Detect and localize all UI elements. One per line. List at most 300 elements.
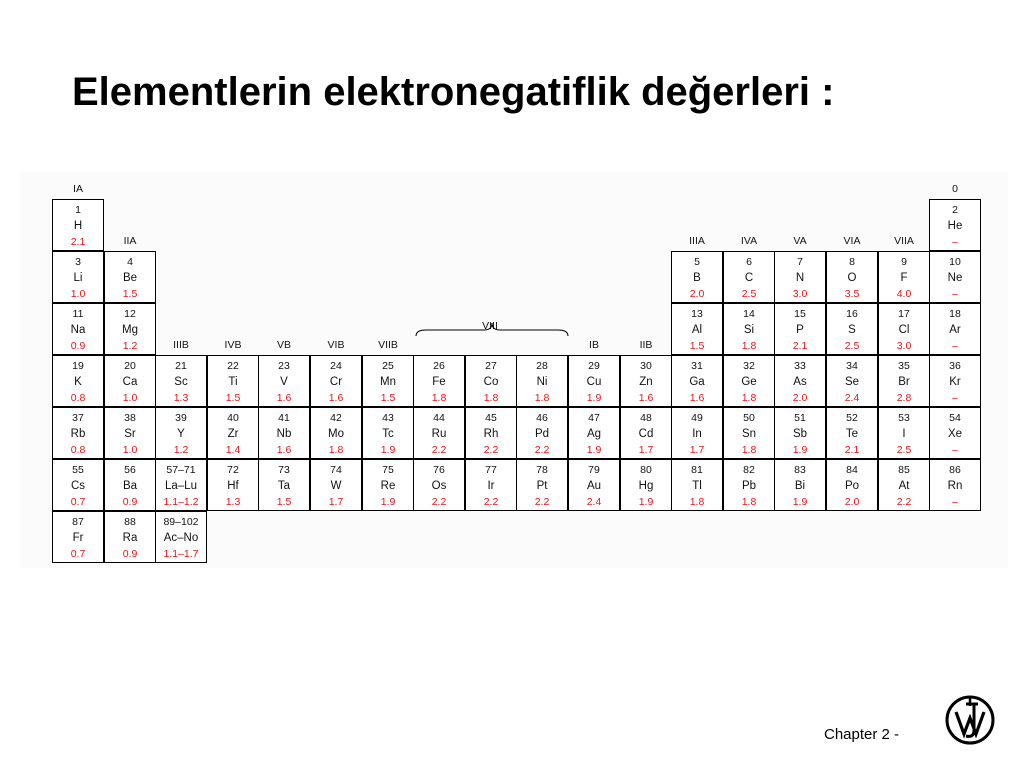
element-symbol: Ar bbox=[949, 324, 961, 336]
element-symbol: Mn bbox=[380, 376, 396, 388]
chapter-footer: Chapter 2 - bbox=[824, 726, 900, 743]
group-label: IIA bbox=[123, 235, 137, 247]
element-symbol: Sn bbox=[741, 428, 757, 440]
element-cell bbox=[878, 303, 930, 355]
element-cell bbox=[929, 199, 981, 251]
element-symbol: W bbox=[330, 480, 342, 492]
element-symbol: Fr bbox=[72, 532, 84, 544]
element-cell bbox=[413, 355, 465, 407]
element-cell bbox=[774, 407, 826, 459]
element-symbol: Pd bbox=[534, 428, 550, 440]
element-symbol: Mg bbox=[122, 324, 138, 336]
electronegativity-value: 2.1 bbox=[792, 340, 808, 352]
element-symbol: In bbox=[692, 428, 702, 440]
element-cell bbox=[207, 407, 259, 459]
element-cell bbox=[52, 355, 104, 407]
element-cell bbox=[104, 355, 156, 407]
atomic-number: 44 bbox=[433, 412, 445, 424]
atomic-number: 87 bbox=[72, 516, 84, 528]
group-label: VA bbox=[793, 235, 807, 247]
element-cell bbox=[774, 303, 826, 355]
group-label: 0 bbox=[952, 183, 958, 195]
electronegativity-value: 0.9 bbox=[70, 340, 86, 352]
electronegativity-value: 1.7 bbox=[328, 496, 344, 508]
element-cell bbox=[52, 511, 104, 563]
element-symbol: As bbox=[793, 376, 807, 388]
electronegativity-value: 2.0 bbox=[844, 496, 860, 508]
electronegativity-value: 2.2 bbox=[534, 496, 550, 508]
group-label: IA bbox=[73, 183, 83, 195]
element-cell bbox=[413, 459, 465, 511]
wiley-logo-icon bbox=[944, 694, 996, 746]
atomic-number: 37 bbox=[72, 412, 84, 424]
element-symbol: Ag bbox=[586, 428, 602, 440]
electronegativity-value: – bbox=[952, 288, 958, 300]
element-symbol: C bbox=[744, 272, 754, 284]
atomic-number: 25 bbox=[382, 360, 394, 372]
group-label: IVB bbox=[224, 339, 242, 351]
atomic-number: 38 bbox=[124, 412, 136, 424]
group-label: VB bbox=[276, 339, 291, 351]
element-symbol: Sr bbox=[124, 428, 136, 440]
electronegativity-value: 1.0 bbox=[122, 444, 138, 456]
element-cell bbox=[826, 303, 878, 355]
element-cell bbox=[52, 199, 104, 251]
element-symbol: Br bbox=[898, 376, 910, 388]
electronegativity-value: 2.2 bbox=[534, 444, 550, 456]
electronegativity-value: 3.0 bbox=[792, 288, 808, 300]
electronegativity-value: 1.6 bbox=[276, 444, 292, 456]
group-viii-brace-icon bbox=[414, 320, 570, 340]
electronegativity-value: 2.0 bbox=[689, 288, 705, 300]
element-cell bbox=[723, 303, 775, 355]
element-cell bbox=[774, 355, 826, 407]
electronegativity-value: 1.4 bbox=[225, 444, 241, 456]
element-cell bbox=[826, 251, 878, 303]
element-cell bbox=[104, 407, 156, 459]
element-symbol: Ru bbox=[431, 428, 447, 440]
element-symbol: Ta bbox=[277, 480, 291, 492]
element-symbol: Bi bbox=[794, 480, 806, 492]
electronegativity-value: 2.4 bbox=[844, 392, 860, 404]
atomic-number: 28 bbox=[536, 360, 548, 372]
electronegativity-value: 0.9 bbox=[122, 548, 138, 560]
atomic-number: 36 bbox=[949, 360, 961, 372]
element-cell bbox=[568, 407, 620, 459]
element-cell bbox=[465, 459, 517, 511]
element-symbol: Zn bbox=[639, 376, 653, 388]
element-cell bbox=[104, 303, 156, 355]
element-symbol: Ra bbox=[122, 532, 138, 544]
atomic-number: 13 bbox=[691, 308, 703, 320]
element-cell bbox=[774, 459, 826, 511]
element-cell bbox=[207, 459, 259, 511]
electronegativity-value: 1.8 bbox=[534, 392, 550, 404]
element-symbol: Re bbox=[380, 480, 396, 492]
atomic-number: 31 bbox=[691, 360, 703, 372]
electronegativity-value: 1.0 bbox=[70, 288, 86, 300]
electronegativity-value: – bbox=[952, 236, 958, 248]
atomic-number: 74 bbox=[330, 464, 342, 476]
atomic-number: 49 bbox=[691, 412, 703, 424]
electronegativity-value: – bbox=[952, 392, 958, 404]
element-cell bbox=[671, 251, 723, 303]
electronegativity-value: 2.2 bbox=[431, 496, 447, 508]
element-symbol: Y bbox=[177, 428, 185, 440]
electronegativity-value: 1.9 bbox=[380, 496, 396, 508]
atomic-number: 21 bbox=[175, 360, 187, 372]
element-symbol: Sb bbox=[792, 428, 808, 440]
electronegativity-value: 1.5 bbox=[276, 496, 292, 508]
atomic-number: 9 bbox=[901, 256, 907, 268]
group-label: VIB bbox=[327, 339, 345, 351]
atomic-number: 22 bbox=[227, 360, 239, 372]
atomic-number: 56 bbox=[124, 464, 136, 476]
element-symbol: O bbox=[847, 272, 857, 284]
atomic-number: 5 bbox=[694, 256, 700, 268]
atomic-number: 8 bbox=[849, 256, 855, 268]
atomic-number: 50 bbox=[743, 412, 755, 424]
element-cell bbox=[258, 459, 310, 511]
electronegativity-value: 1.6 bbox=[276, 392, 292, 404]
element-symbol: K bbox=[74, 376, 82, 388]
element-symbol: N bbox=[795, 272, 805, 284]
electronegativity-value: 1.8 bbox=[483, 392, 499, 404]
element-symbol: B bbox=[693, 272, 701, 284]
element-cell bbox=[465, 355, 517, 407]
atomic-number: 39 bbox=[175, 412, 187, 424]
electronegativity-value: 1.8 bbox=[741, 496, 757, 508]
atomic-number: 57–71 bbox=[166, 464, 196, 476]
element-cell bbox=[52, 303, 104, 355]
group-label-viii: VIII bbox=[482, 320, 498, 332]
element-cell bbox=[516, 407, 568, 459]
element-cell bbox=[723, 407, 775, 459]
element-cell bbox=[362, 459, 414, 511]
atomic-number: 6 bbox=[746, 256, 752, 268]
electronegativity-value: 1.5 bbox=[689, 340, 705, 352]
element-symbol: Cs bbox=[70, 480, 86, 492]
atomic-number: 23 bbox=[278, 360, 290, 372]
electronegativity-value: 1.8 bbox=[431, 392, 447, 404]
atomic-number: 40 bbox=[227, 412, 239, 424]
element-cell bbox=[929, 355, 981, 407]
element-symbol: Li bbox=[73, 272, 83, 284]
element-symbol: Hg bbox=[638, 480, 654, 492]
element-cell bbox=[516, 459, 568, 511]
atomic-number: 1 bbox=[75, 204, 81, 216]
electronegativity-value: 2.4 bbox=[586, 496, 602, 508]
element-cell bbox=[155, 459, 207, 511]
electronegativity-value: 1.7 bbox=[689, 444, 705, 456]
element-cell bbox=[878, 251, 930, 303]
electronegativity-value: 2.8 bbox=[896, 392, 912, 404]
electronegativity-value: 2.2 bbox=[896, 496, 912, 508]
electronegativity-value: 1.3 bbox=[225, 496, 241, 508]
element-cell bbox=[723, 355, 775, 407]
element-cell bbox=[878, 407, 930, 459]
element-symbol: Ge bbox=[741, 376, 757, 388]
electronegativity-value: 1.8 bbox=[689, 496, 705, 508]
atomic-number: 18 bbox=[949, 308, 961, 320]
atomic-number: 45 bbox=[485, 412, 497, 424]
atomic-number: 42 bbox=[330, 412, 342, 424]
element-symbol: Te bbox=[845, 428, 859, 440]
element-cell bbox=[258, 407, 310, 459]
atomic-number: 15 bbox=[794, 308, 806, 320]
electronegativity-value: 1.2 bbox=[173, 444, 189, 456]
atomic-number: 33 bbox=[794, 360, 806, 372]
element-symbol: Cr bbox=[329, 376, 343, 388]
electronegativity-value: 1.8 bbox=[328, 444, 344, 456]
group-label: IIB bbox=[639, 339, 653, 351]
element-symbol: Hf bbox=[227, 480, 239, 492]
element-cell bbox=[516, 355, 568, 407]
atomic-number: 78 bbox=[536, 464, 548, 476]
atomic-number: 48 bbox=[640, 412, 652, 424]
atomic-number: 47 bbox=[588, 412, 600, 424]
electronegativity-value: 2.5 bbox=[844, 340, 860, 352]
electronegativity-value: 1.9 bbox=[638, 496, 654, 508]
atomic-number: 89–102 bbox=[163, 516, 199, 528]
element-symbol: Zr bbox=[227, 428, 239, 440]
atomic-number: 29 bbox=[588, 360, 600, 372]
atomic-number: 11 bbox=[72, 308, 84, 320]
element-symbol: Fe bbox=[432, 376, 446, 388]
element-cell bbox=[671, 459, 723, 511]
periodic-table bbox=[20, 172, 1008, 568]
element-symbol: Cl bbox=[898, 324, 910, 336]
element-cell bbox=[207, 355, 259, 407]
element-symbol: Xe bbox=[947, 428, 963, 440]
atomic-number: 54 bbox=[949, 412, 961, 424]
electronegativity-value: 2.0 bbox=[792, 392, 808, 404]
element-cell bbox=[104, 251, 156, 303]
element-symbol: Ni bbox=[536, 376, 548, 388]
electronegativity-value: 1.1–1.7 bbox=[163, 548, 199, 560]
slide-title: Elementlerin elektronegatiflik değerleri : bbox=[72, 70, 835, 114]
element-cell bbox=[310, 407, 362, 459]
element-cell bbox=[104, 511, 156, 563]
atomic-number: 53 bbox=[898, 412, 910, 424]
element-cell bbox=[310, 459, 362, 511]
group-label: VIIA bbox=[894, 235, 914, 247]
element-cell bbox=[723, 251, 775, 303]
group-label: IVA bbox=[740, 235, 758, 247]
electronegativity-value: 1.7 bbox=[638, 444, 654, 456]
element-cell bbox=[620, 355, 672, 407]
element-cell bbox=[878, 459, 930, 511]
element-symbol: Ba bbox=[122, 480, 138, 492]
element-cell bbox=[929, 303, 981, 355]
electronegativity-value: 2.2 bbox=[483, 444, 499, 456]
atomic-number: 81 bbox=[691, 464, 703, 476]
electronegativity-value: 1.5 bbox=[122, 288, 138, 300]
element-cell bbox=[671, 407, 723, 459]
group-label: IIIA bbox=[689, 235, 705, 247]
element-symbol: Co bbox=[483, 376, 499, 388]
atomic-number: 43 bbox=[382, 412, 394, 424]
atomic-number: 26 bbox=[433, 360, 445, 372]
atomic-number: 86 bbox=[949, 464, 961, 476]
element-symbol: Tc bbox=[382, 428, 394, 440]
atomic-number: 4 bbox=[127, 256, 133, 268]
element-symbol: Be bbox=[122, 272, 138, 284]
element-symbol: Nb bbox=[276, 428, 292, 440]
element-symbol: P bbox=[796, 324, 804, 336]
atomic-number: 73 bbox=[278, 464, 290, 476]
element-symbol: Ir bbox=[487, 480, 495, 492]
element-cell bbox=[362, 407, 414, 459]
atomic-number: 16 bbox=[846, 308, 858, 320]
electronegativity-value: 0.8 bbox=[70, 392, 86, 404]
element-symbol: He bbox=[947, 220, 963, 232]
element-symbol: Na bbox=[70, 324, 86, 336]
electronegativity-value: 3.0 bbox=[896, 340, 912, 352]
atomic-number: 24 bbox=[330, 360, 342, 372]
element-symbol: Os bbox=[431, 480, 447, 492]
element-symbol: Al bbox=[691, 324, 703, 336]
atomic-number: 84 bbox=[846, 464, 858, 476]
atomic-number: 34 bbox=[846, 360, 858, 372]
atomic-number: 76 bbox=[433, 464, 445, 476]
element-cell bbox=[155, 511, 207, 563]
atomic-number: 3 bbox=[75, 256, 81, 268]
electronegativity-value: 1.6 bbox=[328, 392, 344, 404]
element-symbol: H bbox=[73, 220, 83, 232]
element-symbol: Rh bbox=[483, 428, 499, 440]
electronegativity-value: 1.6 bbox=[689, 392, 705, 404]
electronegativity-value: 0.7 bbox=[70, 548, 86, 560]
electronegativity-value: 0.9 bbox=[122, 496, 138, 508]
element-cell bbox=[826, 407, 878, 459]
atomic-number: 19 bbox=[72, 360, 84, 372]
atomic-number: 12 bbox=[124, 308, 136, 320]
atomic-number: 88 bbox=[124, 516, 136, 528]
element-cell bbox=[465, 407, 517, 459]
element-symbol: Ga bbox=[689, 376, 705, 388]
element-symbol: Cu bbox=[586, 376, 602, 388]
electronegativity-value: 2.1 bbox=[70, 236, 86, 248]
element-cell bbox=[52, 251, 104, 303]
atomic-number: 52 bbox=[846, 412, 858, 424]
element-cell bbox=[104, 459, 156, 511]
element-cell bbox=[774, 251, 826, 303]
element-symbol: S bbox=[848, 324, 856, 336]
atomic-number: 35 bbox=[898, 360, 910, 372]
electronegativity-value: 1.9 bbox=[586, 444, 602, 456]
element-cell bbox=[929, 459, 981, 511]
electronegativity-value: 2.2 bbox=[431, 444, 447, 456]
electronegativity-value: 0.8 bbox=[70, 444, 86, 456]
element-symbol: Cd bbox=[638, 428, 654, 440]
atomic-number: 20 bbox=[124, 360, 136, 372]
electronegativity-value: 2.1 bbox=[844, 444, 860, 456]
atomic-number: 27 bbox=[485, 360, 497, 372]
atomic-number: 75 bbox=[382, 464, 394, 476]
electronegativity-value: – bbox=[952, 444, 958, 456]
element-cell bbox=[929, 407, 981, 459]
atomic-number: 72 bbox=[227, 464, 239, 476]
element-cell bbox=[155, 407, 207, 459]
atomic-number: 2 bbox=[952, 204, 958, 216]
element-cell bbox=[362, 355, 414, 407]
electronegativity-value: 3.5 bbox=[844, 288, 860, 300]
element-symbol: At bbox=[898, 480, 910, 492]
element-symbol: Se bbox=[844, 376, 860, 388]
element-symbol: Rb bbox=[70, 428, 86, 440]
group-label: IIIB bbox=[173, 339, 189, 351]
atomic-number: 10 bbox=[949, 256, 961, 268]
element-symbol: I bbox=[902, 428, 906, 440]
atomic-number: 51 bbox=[794, 412, 806, 424]
element-cell bbox=[568, 355, 620, 407]
atomic-number: 82 bbox=[743, 464, 755, 476]
element-symbol: V bbox=[280, 376, 288, 388]
electronegativity-value: 1.0 bbox=[122, 392, 138, 404]
electronegativity-value: 1.2 bbox=[122, 340, 138, 352]
atomic-number: 85 bbox=[898, 464, 910, 476]
electronegativity-value: 1.1–1.2 bbox=[163, 496, 199, 508]
element-cell bbox=[258, 355, 310, 407]
atomic-number: 30 bbox=[640, 360, 652, 372]
electronegativity-value: – bbox=[952, 496, 958, 508]
element-cell bbox=[620, 407, 672, 459]
element-symbol: Si bbox=[743, 324, 755, 336]
atomic-number: 77 bbox=[485, 464, 497, 476]
element-symbol: Ac–No bbox=[163, 532, 199, 544]
atomic-number: 41 bbox=[278, 412, 290, 424]
group-label: VIIB bbox=[378, 339, 398, 351]
atomic-number: 80 bbox=[640, 464, 652, 476]
atomic-number: 55 bbox=[72, 464, 84, 476]
element-cell bbox=[723, 459, 775, 511]
electronegativity-value: 1.8 bbox=[741, 340, 757, 352]
atomic-number: 83 bbox=[794, 464, 806, 476]
electronegativity-value: 1.9 bbox=[380, 444, 396, 456]
electronegativity-value: 0.7 bbox=[70, 496, 86, 508]
element-symbol: La–Lu bbox=[165, 480, 197, 492]
electronegativity-value: 1.5 bbox=[225, 392, 241, 404]
electronegativity-value: 2.2 bbox=[483, 496, 499, 508]
element-symbol: Rn bbox=[947, 480, 963, 492]
electronegativity-value: 1.9 bbox=[586, 392, 602, 404]
element-cell bbox=[878, 355, 930, 407]
element-symbol: Ne bbox=[947, 272, 963, 284]
electronegativity-value: 1.8 bbox=[741, 444, 757, 456]
electronegativity-value: 1.9 bbox=[792, 444, 808, 456]
element-cell bbox=[568, 459, 620, 511]
atomic-number: 46 bbox=[536, 412, 548, 424]
element-cell bbox=[52, 407, 104, 459]
electronegativity-value: 1.6 bbox=[638, 392, 654, 404]
electronegativity-value: 1.5 bbox=[380, 392, 396, 404]
element-symbol: Tl bbox=[692, 480, 702, 492]
electronegativity-value: 4.0 bbox=[896, 288, 912, 300]
element-cell bbox=[155, 355, 207, 407]
electronegativity-value: – bbox=[952, 340, 958, 352]
element-symbol: Sc bbox=[174, 376, 188, 388]
electronegativity-value: 1.8 bbox=[741, 392, 757, 404]
electronegativity-value: 1.9 bbox=[792, 496, 808, 508]
atomic-number: 17 bbox=[898, 308, 910, 320]
atomic-number: 32 bbox=[743, 360, 755, 372]
element-cell bbox=[310, 355, 362, 407]
atomic-number: 14 bbox=[743, 308, 755, 320]
element-symbol: Pb bbox=[741, 480, 757, 492]
element-symbol: Au bbox=[586, 480, 602, 492]
element-cell bbox=[671, 355, 723, 407]
